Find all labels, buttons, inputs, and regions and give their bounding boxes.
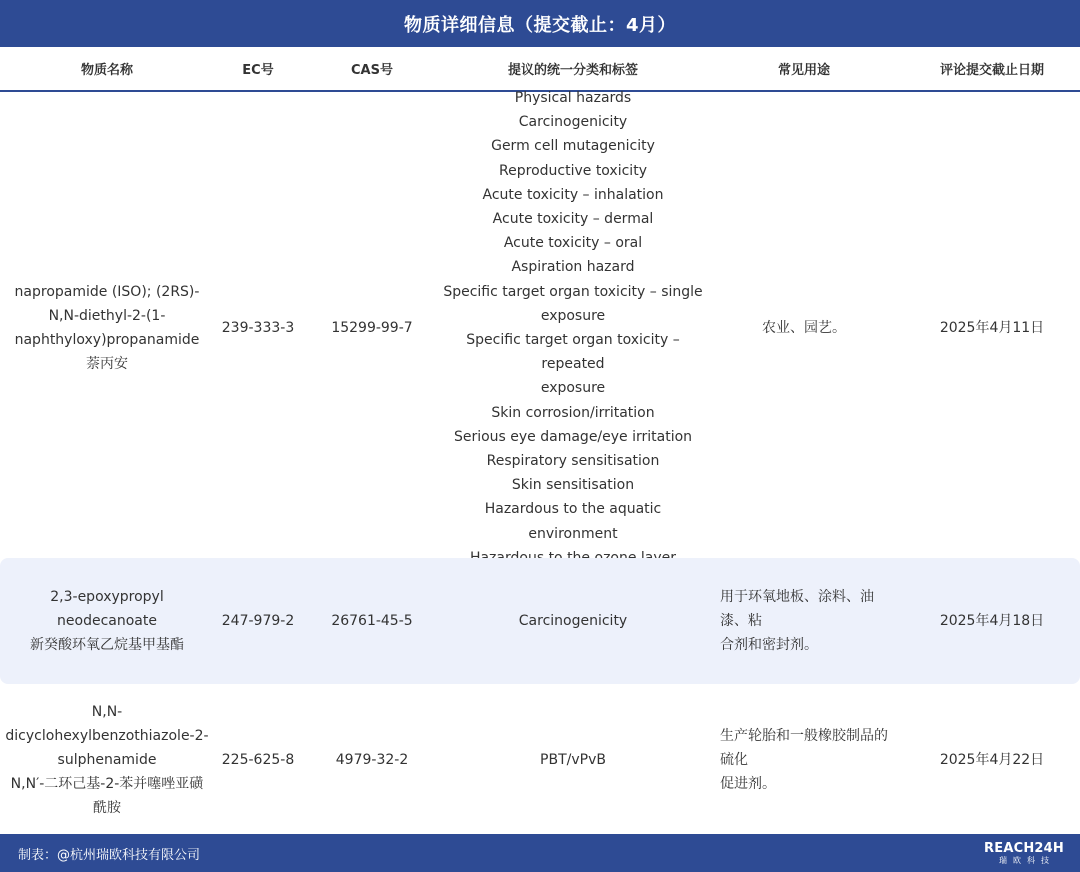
header-cas-number: CAS号 [351,63,393,78]
classification-line: Carcinogenicity [518,612,628,629]
classification-cell [442,86,704,570]
substance-name-line: dicyclohexylbenzothiazole-2- [5,727,209,744]
substance-name-line: napropamide (ISO); (2RS)- [14,283,200,300]
classification-line: Skin corrosion/irritation [491,404,655,421]
footer-credit: 制表：@杭州瑞欧科技有限公司 [18,847,201,863]
substance-name-cell [0,700,214,821]
classification-line: Acute toxicity – dermal [492,210,654,227]
common-uses-line: 农业、园艺。 [762,319,846,336]
substance-name-cell [0,280,214,377]
cas-number-cell: 15299-99-7 [331,319,413,336]
classification-line: exposure [540,380,606,397]
classification-line: PBT/vPvB [540,751,606,768]
classification-line: Acute toxicity – inhalation [482,186,664,203]
classification-line: exposure [540,307,606,324]
substance-name-line: N,N- [91,703,123,720]
classification-line: Respiratory sensitisation [486,453,660,470]
substance-name-cell [0,585,214,658]
deadline-cell: 2025年4月22日 [939,751,1045,768]
logo-main-text: REACH24H [984,840,1064,856]
classification-line: Skin sensitisation [511,477,635,494]
ec-number-cell: 247-979-2 [221,612,295,629]
deadline-cell: 2025年4月11日 [939,319,1045,336]
table-row [0,700,1080,820]
classification-line: Reproductive toxicity [499,162,647,179]
common-uses-line: 生产轮胎和一般橡胶制品的硫化 [720,727,888,768]
common-uses-line: 促进剂。 [720,776,776,793]
header-ec-number: EC号 [242,63,274,78]
reach24h-logo [984,842,1064,865]
classification-line: Germ cell mutagenicity [491,138,655,155]
substance-name-line: 新癸酸环氧乙烷基甲基酯 [30,637,184,654]
substance-name-line: N,N′-二环己基-2-苯并噻唑亚磺 [10,776,204,793]
classification-line: Specific target organ toxicity – repeated [466,332,680,373]
classification-line: Hazardous to the aquatic environment [484,501,662,542]
substance-name-line: neodecanoate [57,612,157,629]
footer-bar [0,834,1080,872]
classification-cell [442,748,704,772]
header-substance-name: 物质名称 [80,63,133,78]
classification-line: Physical hazards [514,89,632,106]
substance-name-line: sulphenamide [57,751,157,768]
substance-name-line: 2,3-epoxypropyl [50,588,164,605]
classification-line: Carcinogenicity [518,114,628,131]
classification-line: Serious eye damage/eye irritation [453,428,693,445]
ec-number-cell: 239-333-3 [221,319,295,336]
cas-number-cell: 4979-32-2 [335,751,409,768]
page-title: 物质详细信息（提交截止：4月） [0,0,1080,47]
table-row [0,89,1080,552]
common-uses-cell [704,585,904,658]
substance-name-line: N,N-diethyl-2-(1- [48,307,166,324]
substance-name-line: naphthyloxy)propanamide [14,332,200,348]
classification-line: Aspiration hazard [511,259,635,276]
common-uses-cell [704,724,904,797]
logo-sub-text: 瑞欧科技 [999,855,1056,865]
cas-number-cell: 26761-45-5 [331,612,413,629]
common-uses-line: 用于环氧地板、涂料、油漆、粘 [720,588,874,629]
substance-name-line: 萘丙安 [85,356,128,373]
classification-cell [442,609,704,633]
table-row [0,558,1080,684]
classification-line: Specific target organ toxicity – single [443,283,703,300]
classification-line: Acute toxicity – oral [503,235,643,252]
substance-name-line: 酰胺 [92,800,121,817]
header-common-uses: 常见用途 [777,63,830,78]
ec-number-cell: 225-625-8 [221,751,295,768]
common-uses-line: 合剂和密封剂。 [720,637,818,654]
header-classification: 提议的统一分类和标签 [507,63,638,78]
deadline-cell: 2025年4月18日 [939,612,1045,629]
common-uses-cell [704,316,904,340]
header-deadline: 评论提交截止日期 [939,63,1044,78]
